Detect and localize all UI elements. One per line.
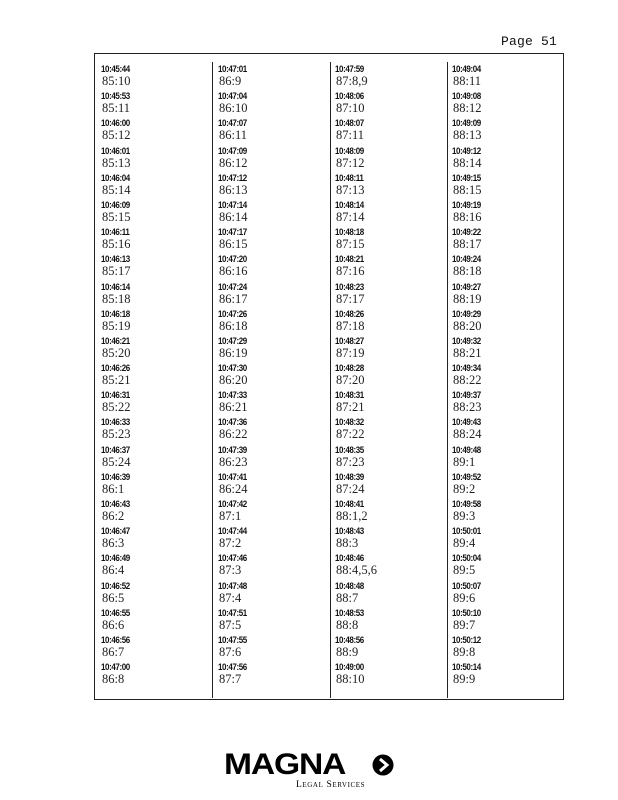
page-line-ref: 85:19	[102, 318, 131, 333]
index-entry	[335, 227, 445, 254]
index-entry	[452, 254, 562, 281]
timestamp: 10:46:26	[101, 363, 130, 374]
timestamp: 10:46:39	[101, 471, 130, 483]
page-line-ref: 85:10	[102, 74, 131, 88]
timestamp: 10:47:29	[218, 335, 247, 347]
timestamp: 10:48:32	[335, 417, 364, 428]
timestamp: 10:47:55	[218, 634, 247, 646]
timestamp: 10:47:41	[218, 471, 247, 483]
timestamp: 10:47:39	[218, 444, 247, 455]
timestamp: 10:48:56	[335, 634, 364, 646]
index-entry	[452, 146, 562, 173]
page-line-ref: 86:23	[219, 454, 248, 469]
page-line-ref: 86:4	[102, 563, 125, 578]
page-line-ref: 86:20	[219, 373, 248, 388]
timestamp: 10:48:35	[335, 444, 364, 455]
page-line-ref: 85:17	[102, 264, 131, 279]
timestamp: 10:46:47	[101, 526, 130, 537]
index-entry	[335, 336, 445, 363]
timestamp: 10:47:12	[218, 172, 247, 184]
index-entry	[101, 336, 211, 363]
page-line-ref: 89:8	[453, 644, 476, 659]
page-line-ref: 85:15	[102, 209, 131, 224]
page-line-ref: 86:24	[219, 481, 248, 496]
index-entry	[452, 227, 562, 254]
timestamp: 10:48:43	[335, 526, 364, 537]
index-entry	[335, 635, 445, 662]
index-entry	[452, 581, 562, 608]
index-entry	[218, 581, 328, 608]
timestamp: 10:50:12	[452, 634, 481, 646]
index-entry	[101, 309, 211, 336]
index-entry	[452, 472, 562, 499]
index-entry	[452, 445, 562, 472]
timestamp: 10:47:14	[218, 199, 247, 211]
index-entry	[335, 146, 445, 173]
timestamp: 10:48:09	[335, 145, 364, 156]
index-entry	[452, 282, 562, 309]
page-line-ref: 86:2	[102, 509, 125, 523]
index-entry	[218, 146, 328, 173]
page-line-ref: 86:7	[102, 644, 125, 659]
page-line-ref: 85:21	[102, 373, 131, 388]
page-line-ref: 85:14	[102, 182, 131, 197]
index-entry	[101, 227, 211, 254]
timestamp: 10:49:22	[452, 227, 481, 238]
index-entry	[335, 472, 445, 499]
timestamp: 10:47:00	[101, 662, 130, 673]
page-line-ref: 85:11	[102, 101, 131, 116]
page-line-ref: 87:4	[219, 590, 242, 605]
index-entry	[101, 118, 211, 145]
timestamp: 10:49:19	[452, 199, 481, 211]
page-line-ref: 88:10	[336, 672, 365, 687]
page-line-ref: 85:24	[102, 454, 131, 469]
timestamp: 10:49:27	[452, 281, 481, 292]
index-entry	[335, 309, 445, 336]
timestamp: 10:47:59	[335, 64, 364, 75]
index-entry	[335, 662, 445, 689]
page-line-ref: 86:8	[102, 672, 125, 687]
index-entry	[101, 91, 211, 118]
index-entry	[218, 200, 328, 227]
index-entry	[101, 608, 211, 635]
page-line-ref: 87:5	[219, 617, 242, 632]
index-entry	[218, 662, 328, 689]
index-entry	[335, 282, 445, 309]
index-entry	[218, 91, 328, 118]
index-entry	[218, 309, 328, 336]
page-line-ref: 86:16	[219, 264, 248, 279]
index-entry	[335, 200, 445, 227]
page-line-ref: 86:14	[219, 209, 248, 224]
page-line-ref: 88:3	[336, 536, 359, 551]
index-entry	[452, 64, 562, 91]
timestamp: 10:46:52	[101, 580, 130, 591]
timestamp: 10:48:53	[335, 607, 364, 619]
index-entry	[218, 390, 328, 417]
index-entry	[101, 363, 211, 390]
index-entry	[101, 553, 211, 580]
index-entry	[452, 417, 562, 444]
index-entry	[452, 635, 562, 662]
page-line-ref: 87:15	[336, 237, 365, 252]
timestamp: 10:46:55	[101, 607, 130, 619]
index-entry	[452, 173, 562, 200]
timestamp: 10:47:30	[218, 363, 247, 374]
index-entry	[218, 363, 328, 390]
timestamp-index-table	[94, 53, 564, 700]
page-line-ref: 86:3	[102, 536, 125, 551]
timestamp: 10:45:44	[101, 64, 130, 75]
page-line-ref: 85:22	[102, 400, 131, 415]
index-entry	[101, 200, 211, 227]
timestamp: 10:48:14	[335, 199, 364, 211]
index-entry	[452, 553, 562, 580]
index-entry	[335, 64, 445, 91]
page-line-ref: 86:6	[102, 617, 125, 632]
page-line-ref: 88:16	[453, 209, 482, 224]
timestamp: 10:49:24	[452, 254, 481, 265]
timestamp: 10:47:42	[218, 499, 247, 510]
timestamp: 10:48:41	[335, 499, 364, 510]
timestamp: 10:47:01	[218, 64, 247, 75]
timestamp: 10:48:46	[335, 553, 364, 564]
index-entry	[452, 526, 562, 553]
timestamp: 10:48:07	[335, 118, 364, 129]
timestamp: 10:50:01	[452, 526, 481, 537]
column-divider	[330, 62, 331, 698]
timestamp: 10:47:46	[218, 553, 247, 564]
timestamp: 10:49:48	[452, 444, 481, 455]
timestamp: 10:47:36	[218, 417, 247, 428]
page-line-ref: 87:24	[336, 481, 365, 496]
index-entry	[335, 445, 445, 472]
timestamp: 10:48:23	[335, 281, 364, 292]
page-line-ref: 87:8,9	[336, 74, 368, 88]
index-entry	[452, 608, 562, 635]
index-entry	[101, 64, 211, 91]
index-entry	[101, 282, 211, 309]
timestamp: 10:47:56	[218, 662, 247, 673]
page-line-ref: 87:11	[336, 128, 365, 143]
page-line-ref: 88:1,2	[336, 509, 368, 523]
page-line-ref: 89:7	[453, 617, 476, 632]
page-line-ref: 88:23	[453, 400, 482, 415]
timestamp: 10:46:11	[101, 227, 130, 238]
timestamp: 10:47:44	[218, 526, 247, 537]
timestamp: 10:47:26	[218, 308, 247, 320]
page-line-ref: 88:13	[453, 128, 482, 143]
timestamp: 10:49:29	[452, 308, 481, 320]
index-entry	[218, 499, 328, 526]
timestamp: 10:46:13	[101, 254, 130, 265]
page-line-ref: 89:5	[453, 563, 476, 578]
index-entry	[335, 417, 445, 444]
index-entry	[218, 445, 328, 472]
timestamp: 10:49:08	[452, 91, 481, 102]
timestamp: 10:46:43	[101, 499, 130, 510]
timestamp: 10:47:24	[218, 281, 247, 292]
page-line-ref: 86:9	[219, 74, 242, 88]
timestamp: 10:48:27	[335, 335, 364, 347]
index-entry	[218, 417, 328, 444]
timestamp: 10:46:00	[101, 118, 130, 129]
timestamp: 10:47:17	[218, 227, 247, 238]
index-entry	[452, 91, 562, 118]
timestamp: 10:49:04	[452, 64, 481, 75]
index-entry	[218, 64, 328, 91]
index-entry	[335, 91, 445, 118]
page-line-ref: 87:20	[336, 373, 365, 388]
timestamp: 10:49:00	[335, 662, 364, 673]
page-line-ref: 87:17	[336, 291, 365, 306]
index-entry	[218, 254, 328, 281]
timestamp: 10:49:09	[452, 118, 481, 129]
page-line-ref: 86:17	[219, 291, 248, 306]
index-entry	[335, 390, 445, 417]
page-line-ref: 89:4	[453, 536, 476, 551]
page-line-ref: 87:16	[336, 264, 365, 279]
timestamp: 10:50:07	[452, 580, 481, 591]
page-line-ref: 85:16	[102, 237, 131, 252]
page-line-ref: 87:14	[336, 209, 365, 224]
page-line-ref: 87:21	[336, 400, 365, 415]
index-entry	[218, 553, 328, 580]
index-entry	[452, 363, 562, 390]
timestamp: 10:48:28	[335, 363, 364, 374]
logo-subtitle: Legal Services	[296, 780, 366, 790]
page-number: Page 51	[501, 34, 558, 49]
index-entry	[101, 635, 211, 662]
page-line-ref: 88:19	[453, 291, 482, 306]
column-divider	[447, 62, 448, 698]
index-entry	[335, 526, 445, 553]
index-entry	[218, 635, 328, 662]
page-line-ref: 89:3	[453, 509, 476, 523]
index-entry	[101, 581, 211, 608]
timestamp: 10:46:37	[101, 444, 130, 455]
timestamp: 10:48:39	[335, 471, 364, 483]
index-entry	[101, 662, 211, 689]
timestamp: 10:46:09	[101, 199, 130, 211]
timestamp: 10:49:58	[452, 499, 481, 510]
page-line-ref: 88:7	[336, 590, 359, 605]
page-line-ref: 87:1	[219, 509, 242, 523]
index-entry	[218, 282, 328, 309]
index-entry	[452, 309, 562, 336]
index-column-4	[452, 64, 562, 689]
index-entry	[218, 608, 328, 635]
page-line-ref: 86:15	[219, 237, 248, 252]
page-line-ref: 88:9	[336, 644, 359, 659]
index-entry	[101, 499, 211, 526]
index-entry	[101, 173, 211, 200]
index-entry	[335, 254, 445, 281]
page-line-ref: 86:19	[219, 345, 248, 360]
timestamp: 10:46:49	[101, 553, 130, 564]
timestamp: 10:45:53	[101, 91, 130, 102]
index-entry	[452, 662, 562, 689]
page-line-ref: 86:11	[219, 128, 248, 143]
index-entry	[101, 390, 211, 417]
page-line-ref: 88:15	[453, 182, 482, 197]
page-line-ref: 88:22	[453, 373, 482, 388]
timestamp: 10:49:12	[452, 145, 481, 156]
index-entry	[335, 499, 445, 526]
page-line-ref: 88:21	[453, 345, 482, 360]
page-line-ref: 85:20	[102, 345, 131, 360]
page-line-ref: 88:24	[453, 427, 482, 442]
page-line-ref: 88:14	[453, 155, 482, 170]
page-line-ref: 88:8	[336, 617, 359, 632]
timestamp: 10:47:48	[218, 580, 247, 591]
index-entry	[218, 118, 328, 145]
index-entry	[101, 417, 211, 444]
page-line-ref: 87:7	[219, 672, 242, 687]
timestamp: 10:50:14	[452, 662, 481, 673]
page-line-ref: 85:12	[102, 128, 131, 143]
index-entry	[218, 472, 328, 499]
index-entry	[101, 254, 211, 281]
timestamp: 10:46:56	[101, 634, 130, 646]
timestamp: 10:47:33	[218, 390, 247, 401]
page-line-ref: 89:9	[453, 672, 476, 687]
page-line-ref: 88:18	[453, 264, 482, 279]
page-line-ref: 87:22	[336, 427, 365, 442]
index-entry	[101, 445, 211, 472]
index-entry	[335, 581, 445, 608]
timestamp: 10:46:04	[101, 172, 130, 184]
page-line-ref: 85:23	[102, 427, 131, 442]
index-entry	[335, 118, 445, 145]
timestamp: 10:46:33	[101, 417, 130, 428]
timestamp: 10:48:31	[335, 390, 364, 401]
page-line-ref: 87:2	[219, 536, 242, 551]
timestamp: 10:49:34	[452, 363, 481, 374]
index-entry	[335, 363, 445, 390]
index-entry	[452, 336, 562, 363]
index-entry	[101, 526, 211, 553]
page-line-ref: 87:18	[336, 318, 365, 333]
timestamp: 10:47:20	[218, 254, 247, 265]
index-entry	[335, 173, 445, 200]
column-divider	[212, 62, 213, 698]
page-line-ref: 88:17	[453, 237, 482, 252]
page-line-ref: 87:13	[336, 182, 365, 197]
timestamp: 10:47:07	[218, 118, 247, 129]
timestamp: 10:49:37	[452, 390, 481, 401]
timestamp: 10:47:51	[218, 607, 247, 619]
page-line-ref: 87:12	[336, 155, 365, 170]
index-entry	[452, 118, 562, 145]
page-line-ref: 85:13	[102, 155, 131, 170]
index-entry	[335, 608, 445, 635]
timestamp: 10:48:48	[335, 580, 364, 591]
timestamp: 10:48:06	[335, 91, 364, 102]
timestamp: 10:48:11	[335, 172, 364, 184]
index-entry	[452, 499, 562, 526]
page-line-ref: 86:13	[219, 182, 248, 197]
timestamp: 10:49:15	[452, 172, 481, 184]
index-entry	[101, 146, 211, 173]
index-entry	[101, 472, 211, 499]
page-line-ref: 87:10	[336, 101, 365, 116]
index-column-3	[335, 64, 445, 689]
arrow-circle-icon	[372, 754, 394, 776]
page-line-ref: 89:1	[453, 454, 476, 469]
timestamp: 10:50:04	[452, 553, 481, 564]
index-column-1	[101, 64, 211, 689]
index-entry	[452, 200, 562, 227]
timestamp: 10:49:52	[452, 471, 481, 483]
page-line-ref: 87:6	[219, 644, 242, 659]
index-entry	[452, 390, 562, 417]
index-entry	[218, 173, 328, 200]
index-entry	[218, 227, 328, 254]
page-line-ref: 86:21	[219, 400, 248, 415]
index-entry	[218, 526, 328, 553]
page-line-ref: 88:11	[453, 74, 482, 88]
timestamp: 10:46:01	[101, 145, 130, 156]
page-line-ref: 86:10	[219, 101, 248, 116]
page-line-ref: 87:3	[219, 563, 242, 578]
page-line-ref: 86:5	[102, 590, 125, 605]
timestamp: 10:48:18	[335, 227, 364, 238]
timestamp: 10:46:14	[101, 281, 130, 292]
page-line-ref: 88:20	[453, 318, 482, 333]
timestamp: 10:48:26	[335, 308, 364, 320]
timestamp: 10:48:21	[335, 254, 364, 265]
timestamp: 10:50:10	[452, 607, 481, 619]
page-line-ref: 86:22	[219, 427, 248, 442]
timestamp: 10:47:04	[218, 91, 247, 102]
page-line-ref: 85:18	[102, 291, 131, 306]
page-line-ref: 87:23	[336, 454, 365, 469]
index-entry	[335, 553, 445, 580]
timestamp: 10:49:32	[452, 335, 481, 347]
timestamp: 10:46:21	[101, 335, 130, 347]
logo-wordmark: MAGNA	[224, 748, 346, 781]
page-line-ref: 88:4,5,6	[336, 563, 377, 578]
index-entry	[218, 336, 328, 363]
page-line-ref: 86:18	[219, 318, 248, 333]
page-line-ref: 87:19	[336, 345, 365, 360]
timestamp: 10:47:09	[218, 145, 247, 156]
timestamp: 10:46:31	[101, 390, 130, 401]
magna-logo	[224, 750, 394, 792]
page-line-ref: 89:2	[453, 481, 476, 496]
page-line-ref: 89:6	[453, 590, 476, 605]
timestamp: 10:49:43	[452, 417, 481, 428]
index-column-2	[218, 64, 328, 689]
page-line-ref: 86:12	[219, 155, 248, 170]
page-line-ref: 88:12	[453, 101, 482, 116]
page-line-ref: 86:1	[102, 481, 125, 496]
timestamp: 10:46:18	[101, 308, 130, 320]
